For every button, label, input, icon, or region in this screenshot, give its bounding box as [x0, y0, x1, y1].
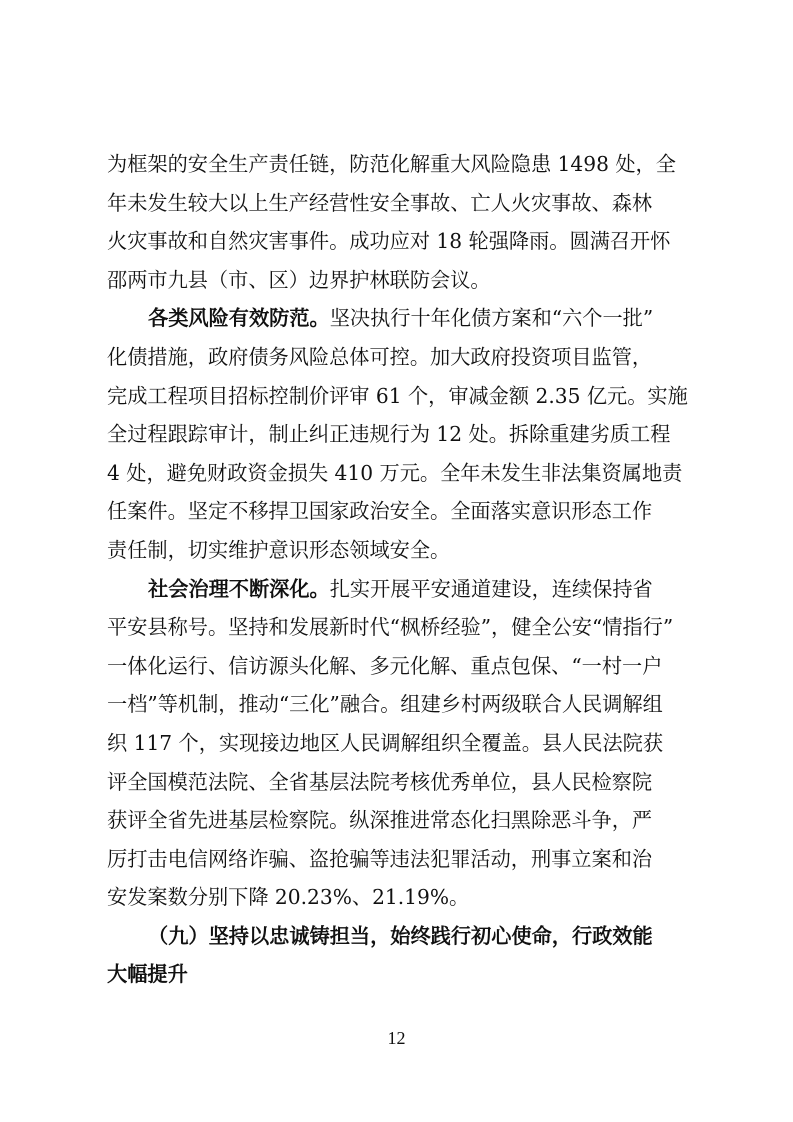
- line-text: 织 117 个，实现接边地区人民调解组织全覆盖。县人民法院获: [107, 730, 664, 755]
- paragraph-line-3: [107, 222, 692, 261]
- line-text: 任案件。坚定不移捍卫国家政治安全。全面落实意识形态工作: [107, 499, 653, 524]
- section-heading-line-1: [107, 917, 692, 956]
- section-heading-text: 大幅提升: [107, 962, 188, 987]
- social-governance-heading: 社会治理不断深化。: [148, 576, 330, 601]
- document-body: [107, 145, 692, 994]
- paragraph-social-governance-start: [107, 570, 692, 609]
- line-text: 平安县称号。坚持和发展新时代“枫桥经验”，健全公安“情指行”: [107, 615, 674, 640]
- line-text: 安发案数分别下降 20.23%、21.19%。: [107, 885, 470, 910]
- paragraph-line-18: [107, 801, 692, 840]
- paragraph-line-9: [107, 454, 692, 493]
- paragraph-line-6: [107, 338, 692, 377]
- line-text: 一体化运行、信访源头化解、多元化解、重点包保、“一村一户: [107, 653, 663, 678]
- line-text: 年未发生较大以上生产经营性安全事故、亡人火灾事故、森林: [107, 190, 653, 215]
- paragraph-line-15: [107, 685, 692, 724]
- paragraph-line-1: [107, 145, 692, 184]
- paragraph-line-16: [107, 724, 692, 763]
- paragraph-line-4: [107, 261, 692, 300]
- risk-prevention-heading: 各类风险有效防范。: [148, 306, 330, 331]
- paragraph-line-19: [107, 840, 692, 879]
- line-text: 邵两市九县（市、区）边界护林联防会议。: [107, 267, 491, 292]
- paragraph-line-2: [107, 184, 692, 223]
- paragraph-line-20: [107, 878, 692, 917]
- line-text: 一档”等机制，推动“三化”融合。组建乡村两级联合人民调解组: [107, 692, 663, 717]
- line-text: 责任制，切实维护意识形态领域安全。: [107, 537, 451, 562]
- paragraph-line-10: [107, 492, 692, 531]
- line-text: 获评全省先进基层检察院。纵深推进常态化扫黑除恶斗争，严: [107, 808, 653, 833]
- paragraph-line-13: [107, 608, 692, 647]
- line-text: 火灾事故和自然灾害事件。成功应对 18 轮强降雨。圆满召开怀: [107, 229, 671, 254]
- section-heading-text: （九）坚持以忠诚铸担当，始终践行初心使命，行政效能: [148, 923, 653, 948]
- line-text: 扎实开展平安通道建设，连续保持省: [329, 576, 653, 601]
- line-text: 评全国模范法院、全省基层法院考核优秀单位，县人民检察院: [107, 769, 653, 794]
- line-text: 厉打击电信网络诈骗、盗抢骗等违法犯罪活动，刑事立案和治: [107, 846, 653, 871]
- line-text: 化债措施，政府债务风险总体可控。加大政府投资项目监管，: [107, 344, 653, 369]
- line-text: 为框架的安全生产责任链，防范化解重大风险隐患 1498 处，全: [107, 152, 676, 176]
- line-text: 完成工程项目招标控制价评审 61 个，审减金额 2.35 亿元。实施: [107, 383, 688, 408]
- page-number: 12: [387, 1028, 406, 1048]
- paragraph-line-8: [107, 415, 692, 454]
- line-text: 全过程跟踪审计，制止纠正违规行为 12 处。拆除重建劣质工程: [107, 422, 671, 447]
- paragraph-line-17: [107, 763, 692, 802]
- paragraph-line-14: [107, 647, 692, 686]
- paragraph-risk-prevention-start: [107, 299, 692, 338]
- paragraph-line-7: [107, 377, 692, 416]
- line-text: 4 处，避免财政资金损失 410 万元。全年未发生非法集资属地责: [107, 460, 683, 485]
- line-text: 坚决执行十年化债方案和“六个一批”: [329, 306, 654, 331]
- section-heading-line-2: [107, 955, 692, 994]
- paragraph-line-11: [107, 531, 692, 570]
